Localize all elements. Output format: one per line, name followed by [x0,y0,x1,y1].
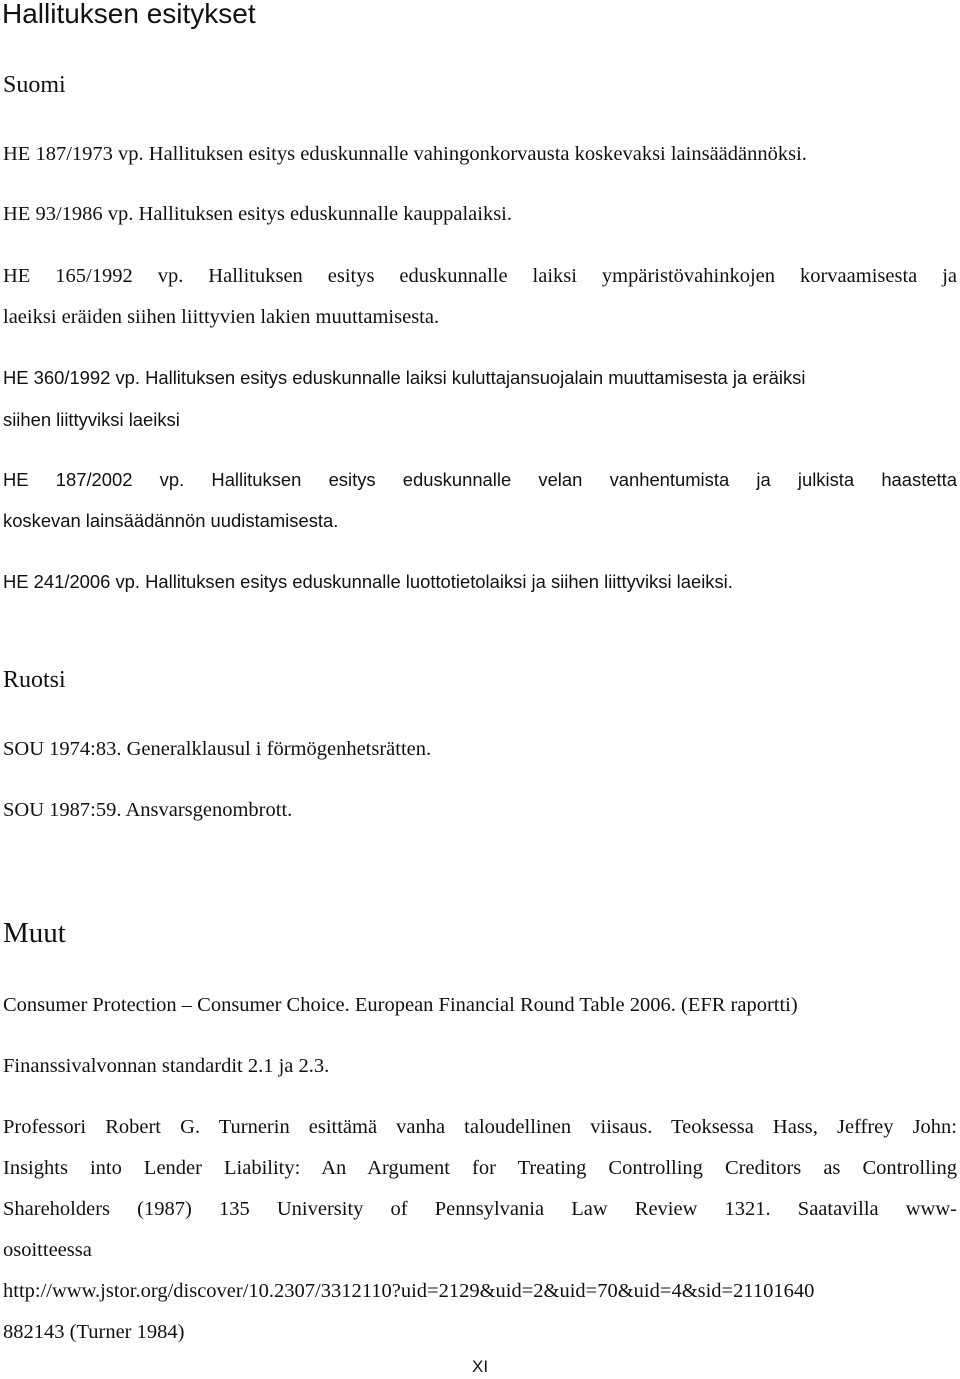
page-number: XI [472,1357,489,1376]
ref-he-241-2006: HE 241/2006 vp. Hallituksen esitys eduskunnalle luottotietolaiksi ja siihen liittyviksi laeiksi. [3,571,733,592]
page-title: Hallituksen esitykset [2,0,256,29]
ref-turner-line4: osoitteessa [3,1239,92,1261]
ref-sou-1987-59: SOU 1987:59. Ansvarsgenombrott. [3,799,293,821]
ref-he-187-2002-line2: koskevan lainsäädännön uudistamisesta. [3,510,339,531]
heading-ruotsi: Ruotsi [3,667,66,693]
ref-he-360-1992-line1: HE 360/1992 vp. Hallituksen esitys eduskunnalle laiksi kuluttajansuojalain muuttamisesta ja eräiksi [3,367,806,388]
ref-sou-1974-83: SOU 1974:83. Generalklausul i förmögenhetsrätten. [3,738,432,760]
ref-turner-url: http://www.jstor.org/discover/10.2307/3312110?uid=2129&uid=2&uid=70&uid=4&sid=21101640 [3,1280,815,1302]
ref-he-165-1992-line1: HE 165/1992 vp. Hallituksen esitys eduskunnalle laiksi ympäristövahinkojen korvaamisesta ja [3,265,957,287]
ref-he-187-1973: HE 187/1973 vp. Hallituksen esitys eduskunnalle vahingonkorvausta koskevaksi lainsäädännöksi. [3,143,807,165]
heading-muut: Muut [3,917,66,949]
ref-consumer-protection: Consumer Protection – Consumer Choice. European Financial Round Table 2006. (EFR raportti) [3,994,798,1016]
ref-turner-line6: 882143 (Turner 1984) [3,1321,185,1343]
heading-suomi: Suomi [3,72,66,98]
ref-turner-line3: Shareholders (1987) 135 University of Pennsylvania Law Review 1321. Saatavilla www- [3,1198,957,1220]
ref-he-360-1992-line2: siihen liittyviksi laeiksi [3,409,180,430]
ref-finanssivalvonta: Finanssivalvonnan standardit 2.1 ja 2.3. [3,1055,330,1077]
ref-he-187-2002-line1: HE 187/2002 vp. Hallituksen esitys eduskunnalle velan vanhentumista ja julkista haastetta [3,469,957,490]
ref-turner-line2: Insights into Lender Liability: An Argument for Treating Controlling Creditors as Controlling [3,1157,957,1179]
ref-he-93-1986: HE 93/1986 vp. Hallituksen esitys eduskunnalle kauppalaiksi. [3,203,513,225]
ref-turner-line1: Professori Robert G. Turnerin esittämä vanha taloudellinen viisaus. Teoksessa Hass, Jeffrey John: [3,1116,957,1138]
ref-he-165-1992-line2: laeiksi eräiden siihen liittyvien lakien muuttamisesta. [3,306,440,328]
